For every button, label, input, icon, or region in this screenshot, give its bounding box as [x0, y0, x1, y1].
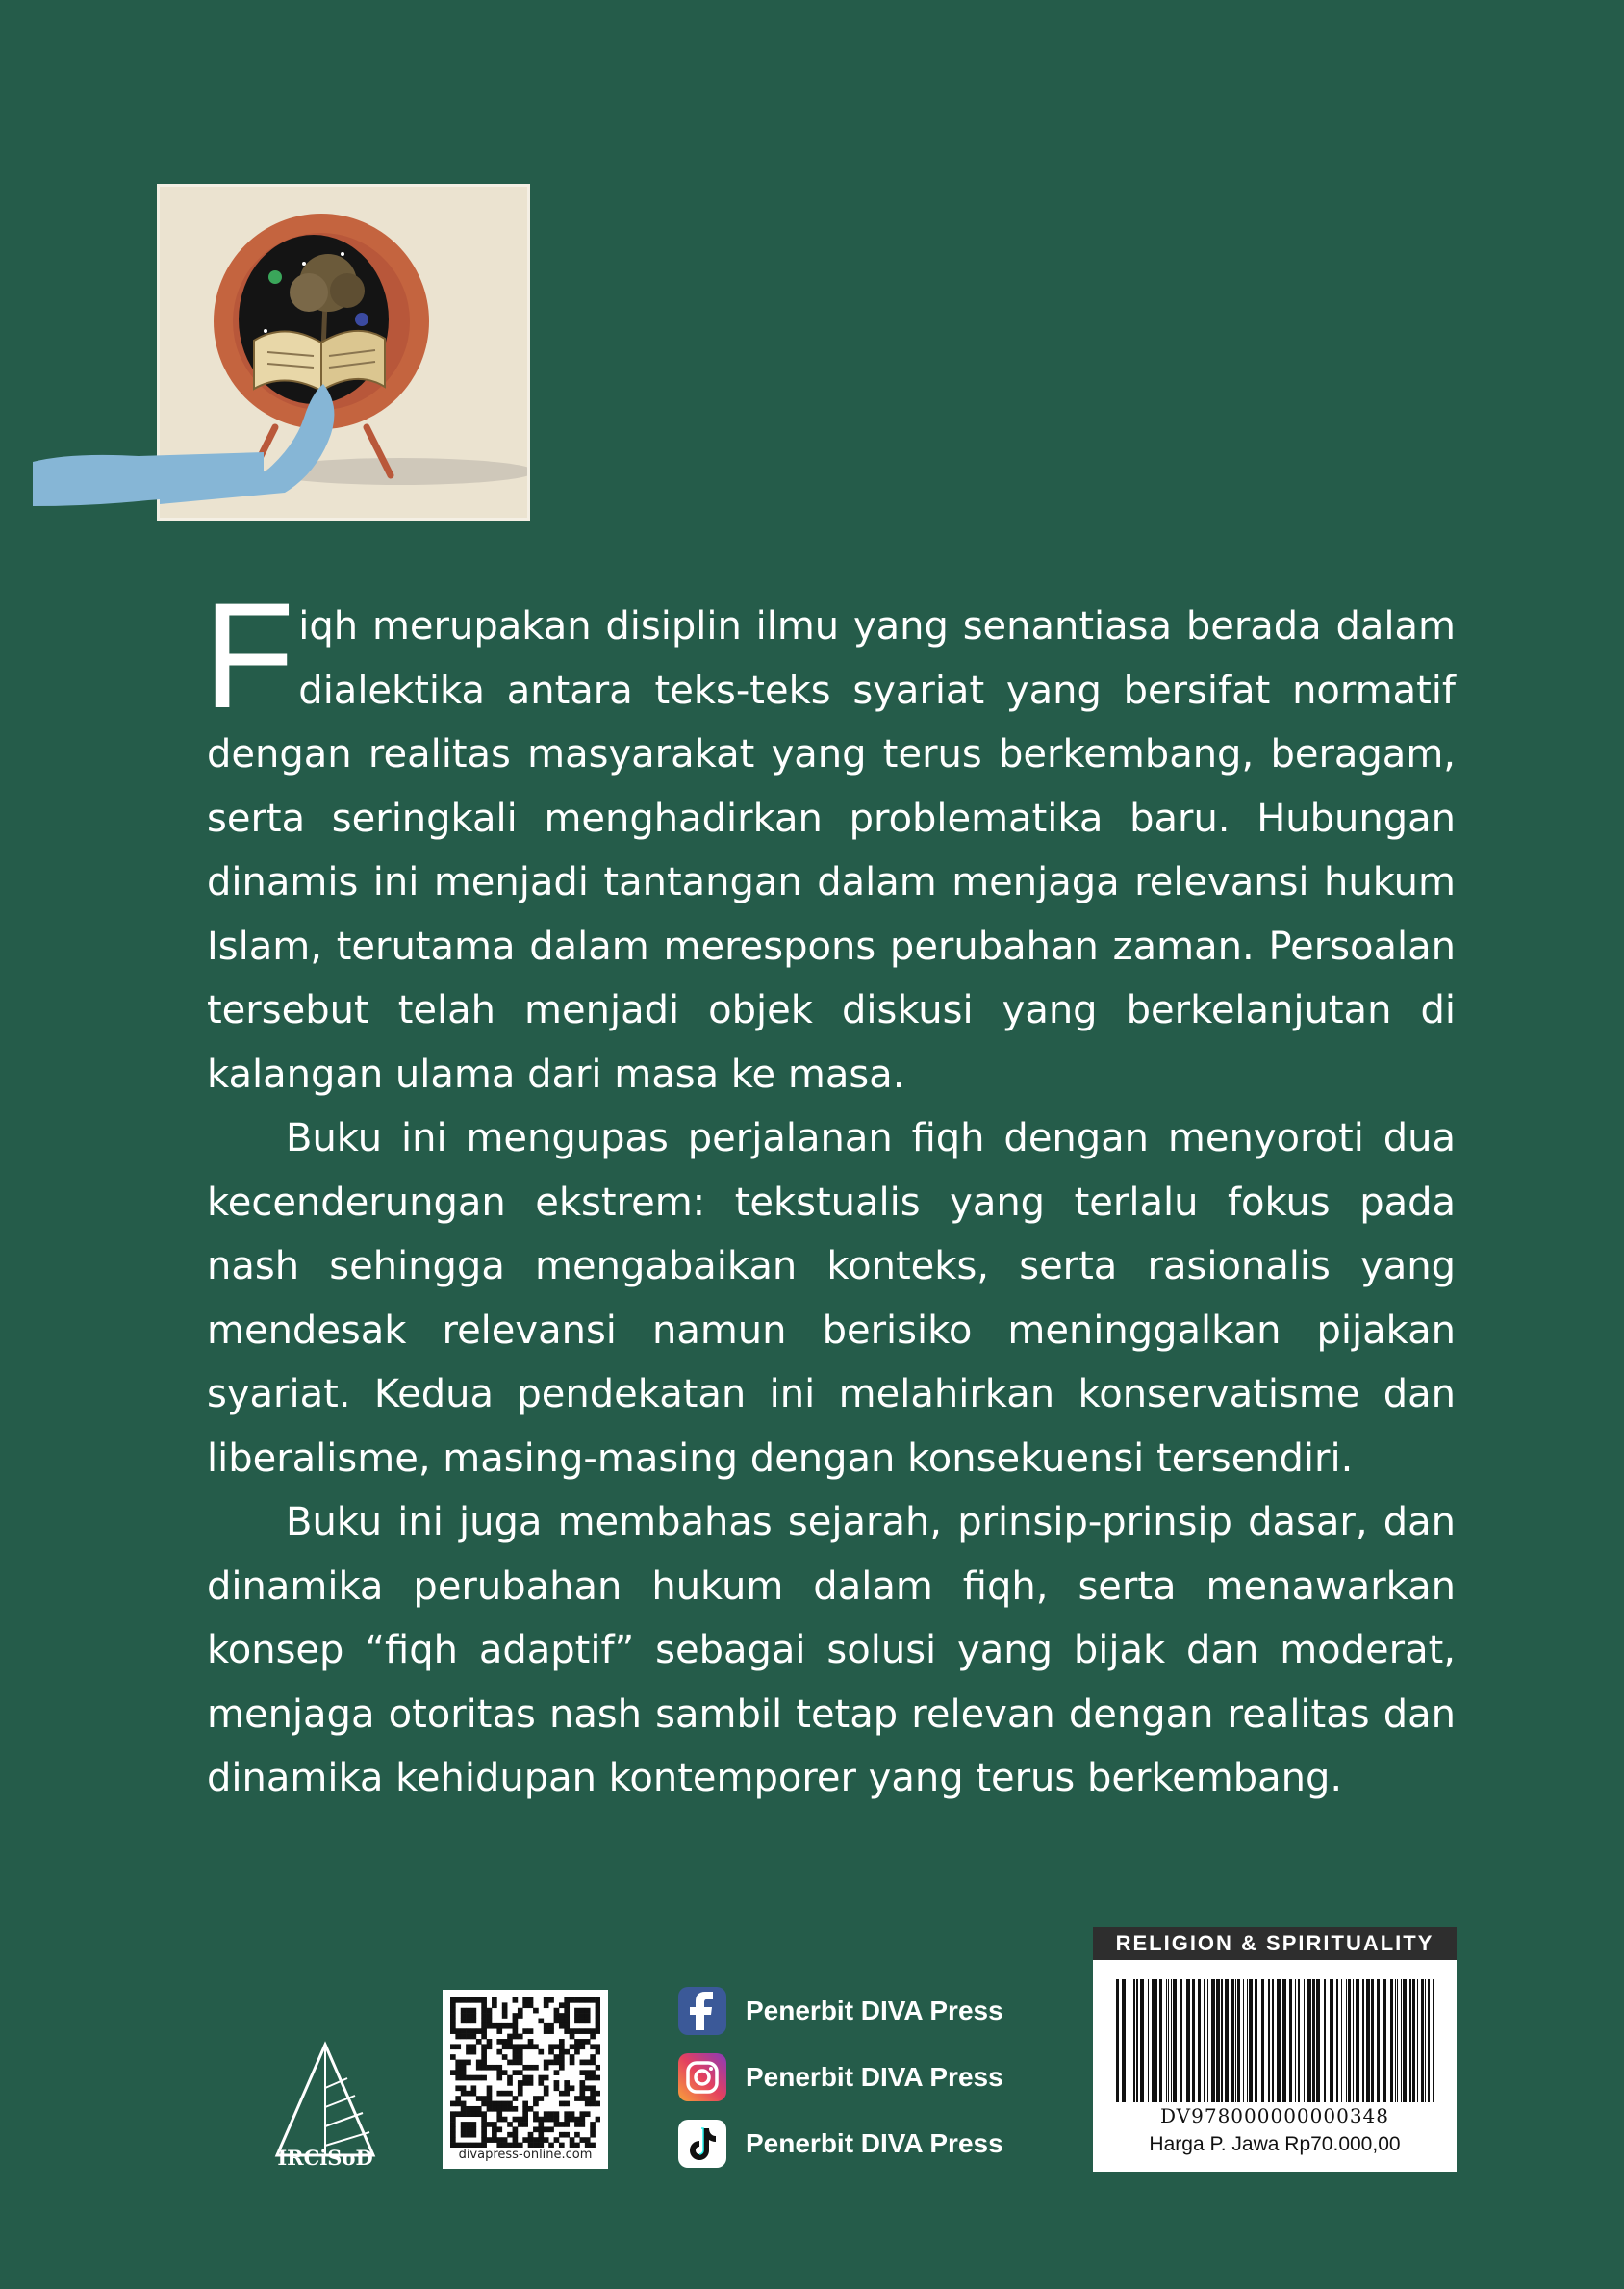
description-paragraph-3: Buku ini juga membahas sejarah, prinsip-prinsip dasar, dan dinamika perubahan hukum dalam fiqh, serta menawarkan konsep “fiqh adaptif” sebagai solusi yang bijak dan moderat, menjaga otoritas nash sambil tetap relevan dengan realitas dan dinamika kehidupan kontemporer yang terus berkembang. [207, 1500, 1456, 1800]
social-instagram[interactable] [678, 2052, 1003, 2102]
social-tiktok[interactable] [678, 2119, 1003, 2169]
description-paragraph-1 [203, 572, 1456, 1106]
water-splash [33, 452, 264, 512]
instagram-label: Penerbit DIVA Press [746, 2062, 1003, 2092]
facebook-icon [678, 1987, 726, 2035]
instagram-icon [678, 2053, 726, 2101]
barcode-bars [1116, 1979, 1434, 2102]
description-paragraph-2: Buku ini mengupas perjalanan fiqh dengan menyoroti dua kecenderungan ekstrem: tekstualis yang terlalu fokus pada nash sehingga mengabaikan konteks, serta rasionalis yang mendesak relevansi namun berisiko meninggalkan pijakan syariat. Kedua pendekatan ini melahirkan konservatisme dan liberalisme, masing-masing dengan konsekuensi tersendiri. [207, 1116, 1456, 1481]
website-caption: divapress-online.com [458, 2148, 593, 2162]
tiktok-icon [678, 2120, 726, 2168]
price-label: Harga P. Jawa Rp70.000,00 [1149, 2133, 1401, 2155]
tiktok-label: Penerbit DIVA Press [746, 2128, 1003, 2158]
barcode [1093, 1960, 1457, 2172]
qr-code[interactable] [443, 1990, 608, 2169]
publisher-name: IRCiSoD [277, 2146, 373, 2170]
book-description [203, 572, 1456, 1811]
barcode-number: DV978000000000348 [1160, 2104, 1389, 2127]
facebook-label: Penerbit DIVA Press [746, 1996, 1003, 2025]
qr-code-pattern [450, 1997, 600, 2148]
social-facebook[interactable] [678, 1986, 1003, 2036]
drop-cap: F [203, 572, 295, 740]
paragraph-1-text: iqh merupakan disiplin ilmu yang senantiasa berada dalam dialektika antara teks-teks syariat yang bersifat normatif dengan realitas masyarakat yang terus berkembang, beragam, serta seringkali menghadirkan problematika baru. Hubungan dinamis ini menjadi tantangan dalam menjaga relevansi hukum Islam, terutama dalam merespons perubahan zaman. Persoalan tersebut telah menjadi objek diskusi yang berkelanjutan di kalangan ulama dari masa ke masa. [207, 604, 1456, 1097]
category-label: RELIGION & SPIRITUALITY [1093, 1927, 1457, 1960]
